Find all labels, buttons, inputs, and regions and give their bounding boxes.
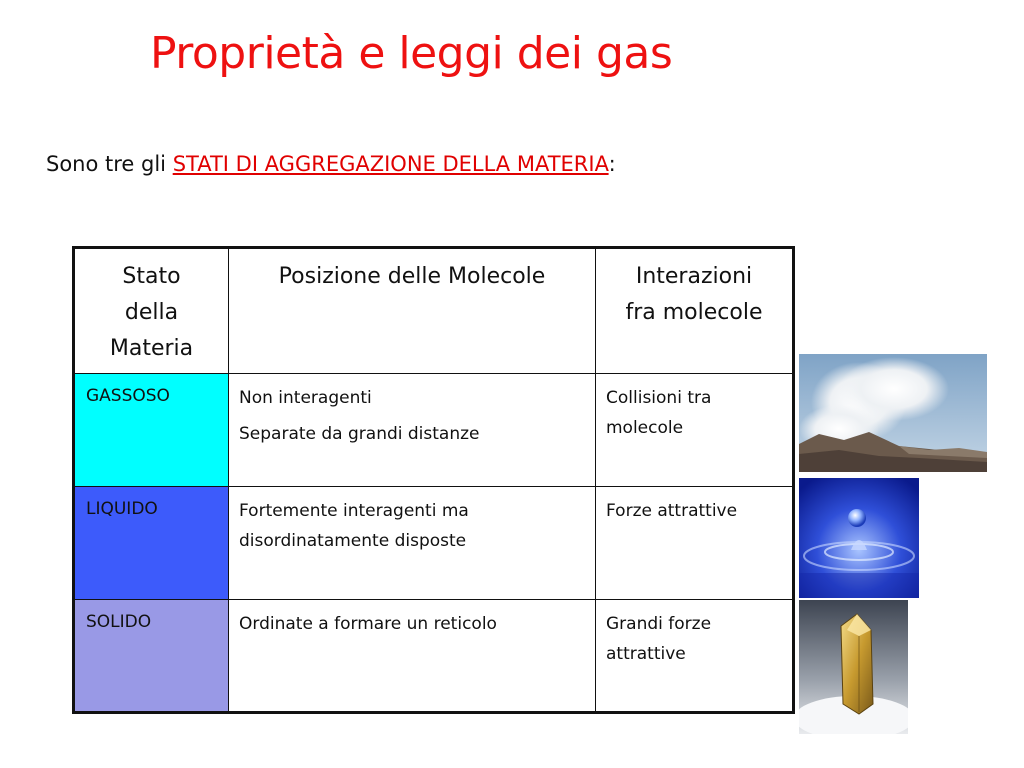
table-row-gas <box>74 374 794 487</box>
header-position <box>229 248 596 374</box>
intro-emphasis: STATI DI AGGREGAZIONE DELLA MATERIA <box>172 152 609 176</box>
crystal-photo <box>799 600 908 734</box>
intro-prefix: Sono tre gli <box>46 152 173 176</box>
position-gas-line-2: Separate da grandi distanze <box>239 424 480 444</box>
interactions-gas-line-1: Collisioni tra <box>606 388 712 408</box>
position-solid-line-1: Ordinate a formare un reticolo <box>239 614 497 634</box>
intro-sentence <box>46 152 616 176</box>
header-position-line-1: Posizione delle Molecole <box>278 264 546 289</box>
header-state-line-3: Materia <box>109 336 194 361</box>
position-cell-liquid <box>229 487 596 600</box>
position-liquid-line-1: Fortemente interagenti ma <box>239 501 469 521</box>
slide-title: Proprietà e leggi dei gas <box>150 28 673 79</box>
table-header-row <box>74 248 794 374</box>
header-interactions <box>596 248 794 374</box>
position-cell-solid <box>229 600 596 713</box>
interactions-liquid-line-1: Forze attrattive <box>606 501 738 521</box>
interactions-cell-solid <box>596 600 794 713</box>
interactions-solid-line-2: attrattive <box>606 644 686 664</box>
intro-suffix: : <box>608 152 616 176</box>
interactions-cell-gas <box>596 374 794 487</box>
state-cell-liquid: LIQUIDO <box>74 487 229 600</box>
position-gas-line-1: Non interagenti <box>239 388 372 408</box>
header-state-line-2: della <box>124 300 179 325</box>
state-cell-gas: GASSOSO <box>74 374 229 487</box>
header-state <box>74 248 229 374</box>
interactions-gas-line-2: molecole <box>606 418 684 438</box>
states-of-matter-table <box>72 246 795 714</box>
header-state-line-1: Stato <box>122 264 181 289</box>
state-cell-solid: SOLIDO <box>74 600 229 713</box>
interactions-solid-line-1: Grandi forze <box>606 614 712 634</box>
position-cell-gas <box>229 374 596 487</box>
header-interactions-line-2: fra molecole <box>625 300 763 325</box>
header-interactions-line-1: Interazioni <box>635 264 753 289</box>
water-drop-photo <box>799 478 919 598</box>
table-row-solid <box>74 600 794 713</box>
volcano-steam-photo <box>799 354 987 472</box>
table-row-liquid <box>74 487 794 600</box>
interactions-cell-liquid <box>596 487 794 600</box>
position-liquid-line-2: disordinatamente disposte <box>239 531 467 551</box>
